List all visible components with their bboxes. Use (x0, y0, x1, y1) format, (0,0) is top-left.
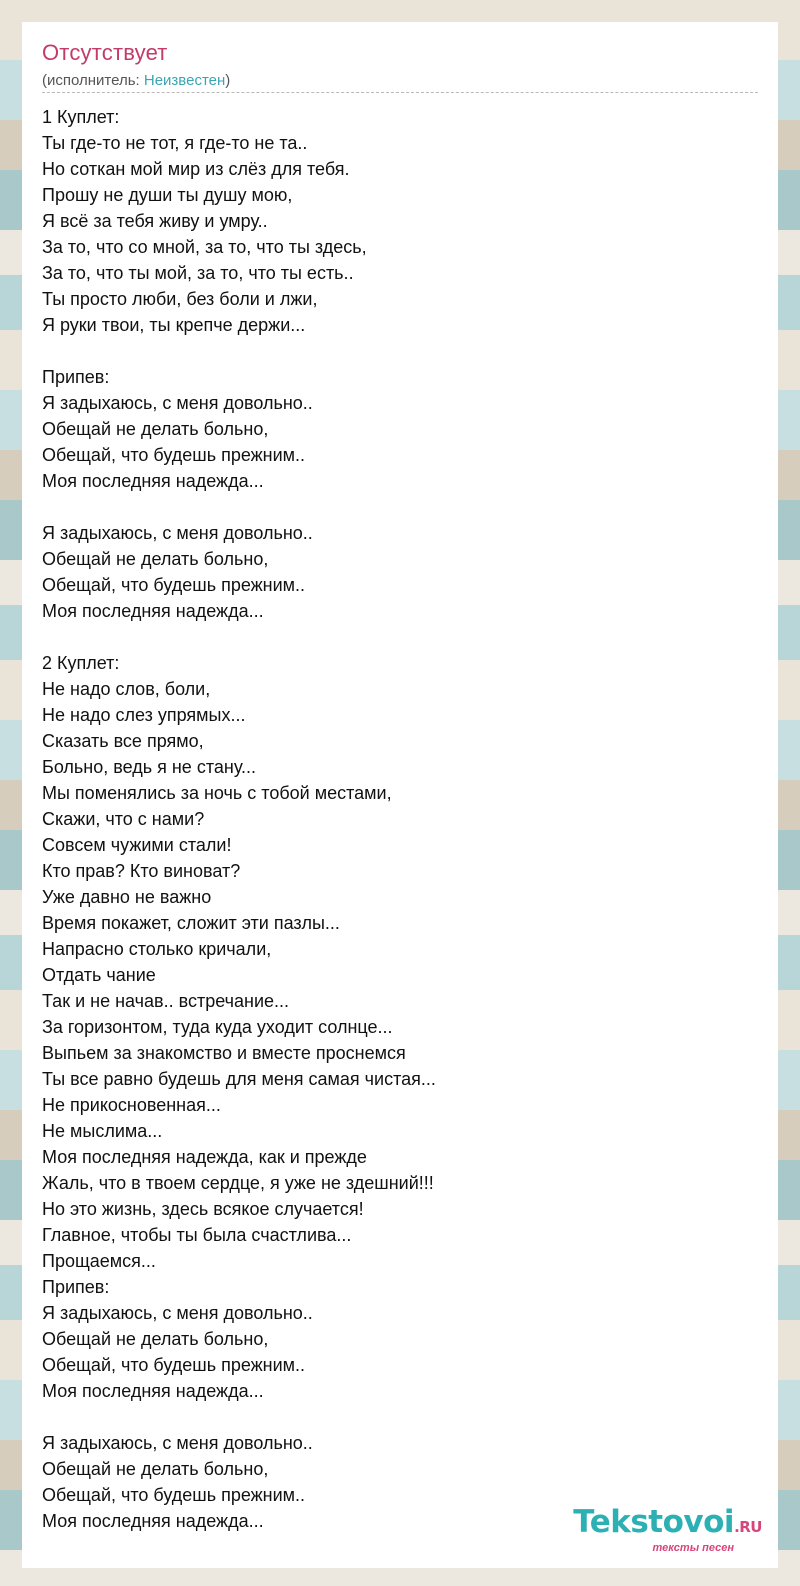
logo-domain: .RU (734, 1518, 762, 1536)
artist-suffix: ) (225, 72, 231, 89)
lyrics-text: 1 Куплет: Ты где-то не тот, я где-то не та.. Но соткан мой мир из слёз для тебя. Прошу не души ты душу мою, Я всё за тебя живу и умру.. За то, что со мной, за то, что ты здесь, За то, что ты мой, за то, что ты есть.. Ты просто люби, без боли и лжи, Я руки твои, ты крепче держи... Припев: Я задыхаюсь, с меня довольно.. Обещай не делать больно, Обещай, что будешь прежним.. Моя последняя надежда... Я задыхаюсь, с меня довольно.. Обещай не делать больно, Обещай, что будешь прежним.. Моя последняя надежда... 2 Куплет: Не надо слов, боли, Не надо слез упрямых... Сказать все прямо, Больно, ведь я не стану... Мы поменялись за ночь с тобой местами, Скажи, что с нами? Совсем чужими стали! Кто прав? Кто виноват? Уже давно не важно Время покажет, сложит эти пазлы... Напрасно столько кричали, Отдать чание Так и не начав.. встречание... За горизонтом, туда куда уходит солнце... Выпьем за знакомство и вместе проснемся Ты все равно будешь для меня самая чистая... Не прикосновенная... Не мыслима... Моя последняя надежда, как и прежде Жаль, что в твоем сердце, я уже не здешний!!! Но это жизнь, здесь всякое случается! Главное, чтобы ты была счастлива... Прощаемся... Припев: Я задыхаюсь, с меня довольно.. Обещай не делать больно, Обещай, что будешь прежним.. Моя последняя надежда... Я задыхаюсь, с меня довольно.. Обещай не делать больно, Обещай, что будешь прежним.. Моя последняя надежда... (42, 107, 436, 1531)
site-logo[interactable] (573, 1504, 762, 1554)
lyrics-card (22, 22, 778, 1568)
logo-wordmark (573, 1504, 762, 1542)
song-title: Отсутствует (42, 40, 168, 65)
logo-name: Tekstovoi (573, 1504, 735, 1540)
artist-prefix: (исполнитель: (42, 72, 144, 89)
logo-tagline: тексты песен (652, 1542, 734, 1554)
artist-link[interactable]: Неизвестен (143, 72, 226, 89)
artist-line (42, 72, 230, 89)
dashed-divider (42, 92, 758, 93)
